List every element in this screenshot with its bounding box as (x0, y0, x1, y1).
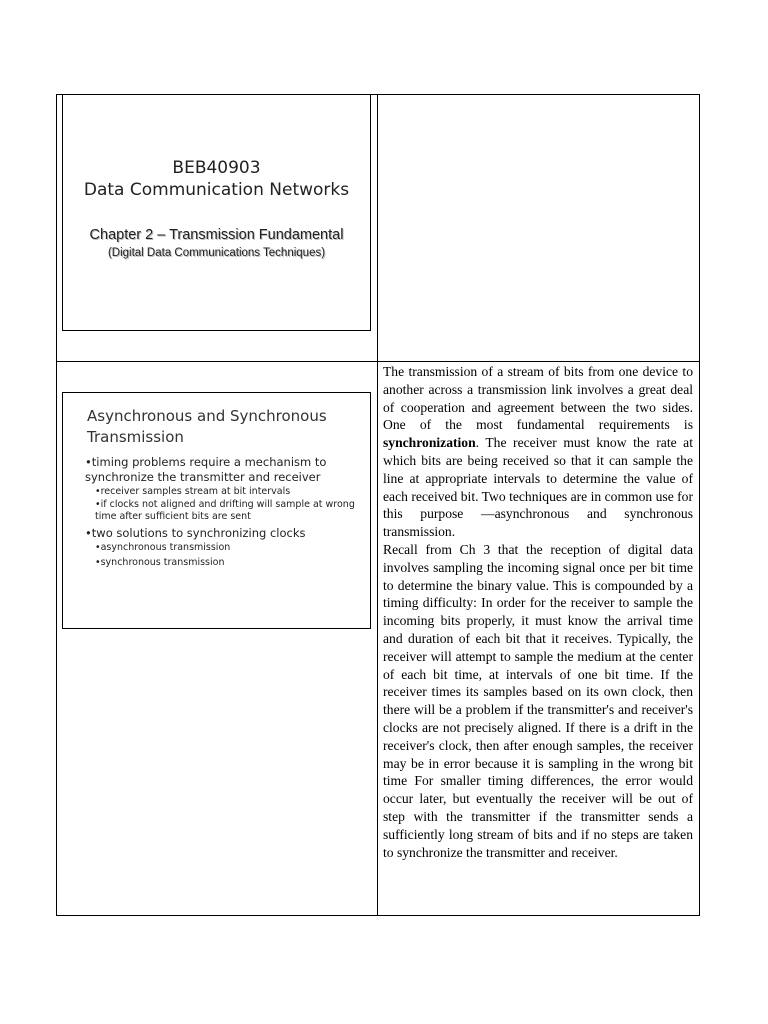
title-slide-thumbnail (62, 94, 371, 331)
bullet-two-solutions: •two solutions to synchronizing clocks (85, 525, 306, 540)
slide-title: Asynchronous and Synchronous Transmission (87, 407, 327, 446)
course-name: Data Communication Networks (83, 180, 350, 200)
bullet-asynchronous: •asynchronous transmission (95, 541, 231, 553)
chapter-title: Chapter 2 – Transmission Fundamental (89, 227, 344, 243)
column-divider (377, 94, 378, 916)
notes-p1-bold: synchronization (383, 435, 476, 451)
bullet-timing-problems: •timing problems require a mechanism to synchronize the transmitter and receiver (85, 455, 327, 484)
bullet-synchronous: •synchronous transmission (95, 557, 225, 568)
speaker-notes (383, 363, 693, 861)
course-code: BEB40903 (172, 158, 261, 178)
course-heading (63, 157, 370, 201)
chapter-subtitle: (Digital Data Communications Techniques) (107, 247, 326, 259)
row-divider (56, 361, 700, 362)
bullet-receiver-samples: •receiver samples stream at bit intervals (95, 486, 291, 497)
bullet-clocks-not-aligned: •if clocks not aligned and drifting will sample at wrong time after sufficient bits are sent (95, 498, 355, 522)
slide-bullets (85, 455, 355, 570)
notes-p1-start: The transmission of a stream of bits from one device to another across a transmission link involves a great deal of cooperation and agreement between the two sides. One of the most fundamental requirements is (383, 364, 693, 433)
notes-paragraph-2: Recall from Ch 3 that the reception of digital data involves sampling the incoming signal once per bit time to determine the binary value. This is compounded by a timing difficulty: In order for the receiver to sample the incoming bits properly, it must know the arrival time and duration of each bit that it receives. Typically, the receiver will attempt to sample the medium at the center of each bit time, at intervals of one bit time. If the receiver times its samples based on its own clock, then there will be a problem if the transmitter's and receiver's clocks are not precisely aligned. If there is a drift in the receiver's clock, then after enough samples, the receiver may be in error because it is sampling in the wrong bit time For smaller timing differences, the error would occur later, but eventually the receiver will be out of step with the transmitter if the transmitter sends a sufficiently long stream of bits and if no steps are taken to synchronize the transmitter and receiver. (383, 541, 693, 860)
notes-paragraph-1 (383, 363, 693, 541)
notes-p1-end: . The receiver must know the rate at which bits are being received so that it can sample the line at appropriate intervals to determine the value of each received bit. Two techniques are in common use for this purpose —asynchronous and synchronous transmission. (383, 435, 693, 540)
content-slide-thumbnail (62, 392, 371, 629)
